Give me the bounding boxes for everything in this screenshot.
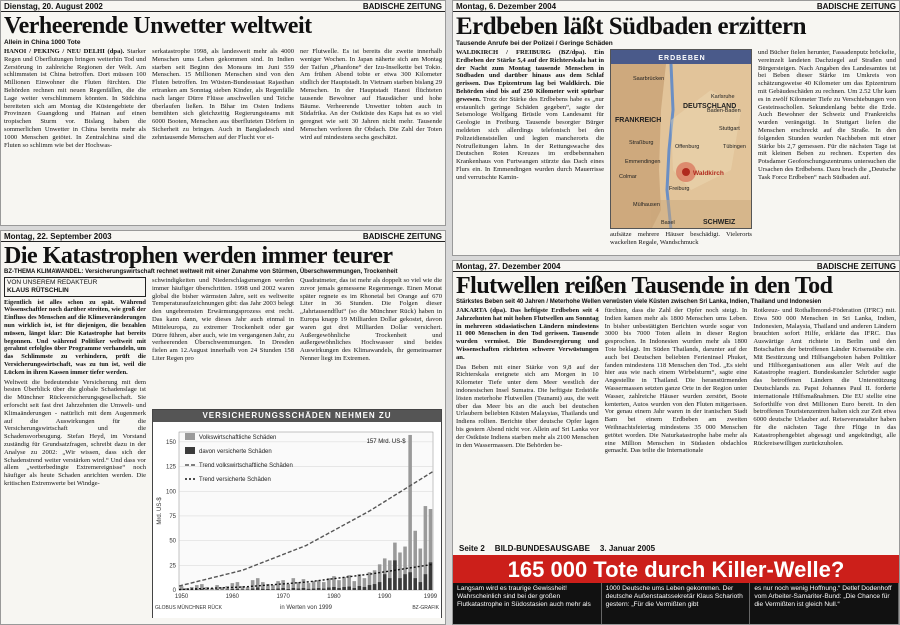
label-waldkirch: Waldkirch [693, 170, 724, 177]
bar-insured [307, 589, 311, 590]
headline: Die Katastrophen werden immer teurer [4, 243, 393, 269]
map-graphic [611, 50, 752, 229]
dateline: WALDKIRCH / FREIBURG (BZ/dpa). Ein Erdbeben der Stärke 5,4 auf der Richterskala hat in der Nacht zum Montag tausende Menschen in Südbaden und darüber hinaus aus dem Schlaf gerissen. Das Epizentrum lag bei Waldkirch. Die Behörden sind bis auf 250 Kilometer weit spürbar gewesen. [456, 49, 604, 103]
map-column [610, 49, 752, 255]
label-basel: Basel [661, 220, 675, 226]
author-name: KLAUS RÜTSCHLIN [7, 286, 69, 294]
bild-page: Seite 2 [459, 544, 485, 553]
clip-flutwellen [452, 260, 900, 625]
y-tick-label: 125 [165, 464, 176, 471]
column-1 [456, 49, 604, 255]
column-2: serkatastrophe 1998, als landesweit mehr als 4000 Menschen ums Leben gekommen sind. In Indien starben seit Beginn des Monsuns im Juni 559 Menschen. 15 Millionen Menschen sind von den Fluten betroffen. Im Wüsten-Bundesstaat Rajasthan ertranken am Sonntag sieben Kinder, als Regenfälle nach langer Dürre Flüsse anschwellen und Teiche überlaufen ließen. In Bihar im Osten Indiens bemühten sich gleichzeitig Regierungsteams mit 6000 Booten, Menschen aus überfluteten Dörfern in Sicherheit zu bringen. Auch in Bangladesch sind zehntausende Menschen auf der Flucht vor ei- [152, 48, 294, 141]
headline: Erdbeben läßt Südbaden erzittern [456, 13, 807, 40]
clip-date: Dienstag, 20. August 2002 [4, 1, 103, 11]
headline: Flutwellen reißen Tausende in den Tod [456, 273, 833, 299]
bar-insured [342, 587, 346, 590]
article-body [453, 47, 899, 256]
bar-insured [322, 588, 326, 589]
column-2: schwindigkeiten und Niederschlagsmengen werden immer häufiger überschritten. 1998 und 2002 waren global die bisher wärmsten Jahre, seit es weltweite Temperaturaufzeichnungen gibt: das Jahr 2003 belegt den ungebremsten Erwärmungsprozess erst recht. Das kann dann, wie dieses Jahr auch einmal in Mitteleuropa, zu extremer Trockenheit oder gar Dürre führen, aber auch, wie im vergangenen Jahr, zu verheerenden Überschwemmungen. In Dresden fielen am 12.August innerhalb von 24 Stunden 158 Liter Regen pro [152, 277, 294, 362]
bar-insured [312, 588, 316, 589]
damage-chart [152, 409, 442, 618]
map-caption: aufsätze mehrere Häuser beschädigt. Vielerorts wackelten Regale, Wandschmuck [610, 231, 752, 246]
bild-columns [453, 583, 899, 624]
clip-paper: BADISCHE ZEITUNG [816, 261, 896, 271]
bar-insured [251, 588, 255, 589]
bar-insured [363, 587, 367, 590]
bar-insured [358, 586, 362, 590]
label-emmendingen: Emmendingen [625, 159, 661, 165]
y-tick-label: 150 [165, 439, 176, 446]
dateline: HANOI / PEKING / NEU DELHI (dpa). [4, 48, 125, 55]
author-line-1: VON UNSEREM REDAKTEUR [7, 279, 98, 286]
bar-insured [383, 574, 387, 590]
headline: Verheerende Unwetter weltweit [4, 13, 312, 39]
x-tick-label: 1960 [225, 593, 240, 600]
label-strassburg: Straßburg [629, 140, 654, 146]
chart-plot [153, 422, 441, 612]
bar-insured [215, 589, 219, 590]
bar-insured [261, 589, 265, 590]
article-body [453, 305, 899, 549]
subheadline: Tausende Anrufe bei der Polizei / Geringe Schäden [456, 40, 613, 47]
legend-swatch [185, 433, 195, 440]
clip-date: Montag, 27. Dezember 2004 [456, 261, 561, 271]
column-3: ner Flutwelle. Es ist bereits die zweite innerhalb weniger Wochen. In Japan näherte sich am Montag der Taifun „Phanfone“ der Izu-Inselkette bei Tokio. Am frühen Abend tobte er etwa 300 Kilometer südlich der Hauptstadt. In Vietnam starben bislang 29 Menschen. In der Hauptstadt Hanoi flüchteten tausende Bewohner auf Hausdächer und hohe Bäume. Verheerende Unwetter tobten auch in Südafrika. An der Ostküste des Kaps hat es so viel geregnet wie seit 30 Jahren nicht mehr. Tausende Menschen verloren ihr Obdach. Die Zahl der Toten wird auf mindestens sechs geschätzt. [300, 48, 442, 141]
x-tick-label: 1950 [174, 593, 189, 600]
bar-economic [408, 435, 412, 590]
label-deutschland: DEUTSCHLAND [683, 103, 737, 110]
legend-label: Trend versicherte Schäden [199, 476, 271, 483]
subheadline: Stärkstes Beben seit 40 Jahren / Meterhohe Wellen verwüsten viele Küsten zwischen Sri Lanka, Indien, Thailand und Indonesien [456, 299, 822, 305]
bar-insured [271, 589, 275, 590]
y-tick-label: 75 [169, 513, 176, 520]
column-2-3 [152, 277, 442, 618]
column-text: Das Beben mit einer Stärke von 9,8 auf der Richterskala ereignete sich am Morgen in 10 Kilometer Tiefe unter dem Meer westlich der indonesischen Insel Sumatra. Die heftigste Erdstöße lösten meterhohe Flutwellen (Tsunami) aus, die weit über das Meer bis an die auch bei deutschen Urlaubern beliebten Küsten Malaysias, Thailands und Indiens rollten. Berichte über deutsche Opfer lagen bis gestern Abend nicht vor. Allein auf Sri Lanka vor der Ostküste Indiens starben mehr als 2100 Menschen in den Wassermassen. Die Behörden be- [456, 363, 599, 449]
column-1 [456, 307, 599, 547]
bar-insured [373, 584, 377, 590]
bar-insured [378, 582, 382, 590]
lead-paragraph: Eigentlich ist alles schon zu spät. Während Wissenschaftler noch darüber streiten, wie groß der Einfluss des Menschen auf die Klimeveränderungen nun wirklich ist, ist für diejenigen, die bezahlen müssen, längst klar: Die Katastrophe hat bereits begonnen. Und während Politiker weltweit mit gerahmt erfolglos über Programme verhandeln, um das Schlimmste zu verhindern, prüft die Versicherungswirtschaft, was zu tun ist, weil die Lücken in ihren Kassen immer tiefer werden. [4, 298, 146, 376]
label-schweiz: SCHWEIZ [703, 219, 736, 226]
bild-edition: BILD-BUNDESAUSGABE [494, 544, 590, 553]
clip-date: Montag, 6. Dezember 2004 [456, 1, 557, 11]
bar-insured [398, 578, 402, 590]
clip-paper: BADISCHE ZEITUNG [816, 1, 896, 11]
bild-headline: 165 000 Tote durch Killer-Welle? [507, 557, 845, 582]
upper-columns [152, 277, 442, 405]
column-text: Weltweit die bedeutendste Versicherung mit dem besten Überblick über die globale Schadenslage ist die Münchner Rückversicherungsgesellschaft. Sie erforscht seit fast drei Jahrzehnten die Umwelt- und Klimaänderungen - natürlich mit dem Augenmerk auf die Auswirkungen für die Versicherungswirtschaft und die Schadensvorbeugung. Stefan Heyd, im Vorstand zuständig für Grundsatzfragen, schreibt dazu in der Analyse zu 2002: „Wir wissen, dass sich der Schadenstrend weiter verstärken wird.“ Und dass vor allem „wetterbedingte Extremereignisse“ noch häufiger als heute Schaden anrichten werden. Die kritischen Extremwerte bei Windge- [4, 378, 146, 487]
y-tick-label: 50 [169, 538, 176, 545]
unit-note: in Werten von 1999 [280, 604, 332, 611]
bar-insured [327, 587, 331, 589]
epicenter-dot [682, 168, 690, 176]
clip-erdbeben [452, 0, 900, 256]
bar-insured [236, 589, 240, 590]
bar-insured [419, 582, 423, 590]
label-tuebingen: Tübingen [723, 144, 746, 150]
annotation-label: 157 Mrd. US-$ [366, 438, 406, 445]
chart-source: GLOBUS MÜNCHNER RÜCK [155, 604, 222, 611]
bar-insured [256, 587, 260, 589]
bar-insured [424, 574, 428, 590]
y-axis-label: Mrd. US-$ [157, 497, 163, 525]
map-title: ERDBEBEN [658, 55, 706, 62]
column-1 [4, 277, 146, 618]
legend-swatch [185, 447, 195, 454]
label-muelhausen: Mülhausen [633, 202, 660, 208]
bar-insured [403, 574, 407, 590]
author-box [4, 277, 146, 297]
y-tick-label: 0 [172, 587, 176, 594]
label-offenburg: Offenburg [675, 144, 700, 150]
bar-insured [352, 588, 356, 590]
clip-header-bar [1, 1, 445, 12]
bar-insured [266, 589, 270, 590]
bar-insured [408, 572, 412, 590]
bar-insured [281, 588, 285, 590]
clip-unwetter [0, 0, 446, 226]
column-text: Starker Regen und Überflutungen bringen weiterhin Tod und Zerstörung in zahlreiche Regionen der Welt. Am schlimmsten ist China betroffen. Dort müssen 100 Millionen Einwohner die Fluten fürchten. Die Behörden rechnen mit neuen Regenfällen, die die Lage weiter verschlimmern könnten. In Südchina bereiteten sich am Montag die Küstengebiete der Provinzen Guangdong und Hainan auf einen tropischen Sturm vor. Bislang haben die sommerlichen Unwetter in China bereits mehr als 1000 Menschen getötet. In Zentralchina sind die Fluten so schlimm wie bei der Hochwas- [4, 48, 146, 149]
bar-insured [393, 560, 397, 590]
label-frankreich: FRANKREICH [615, 117, 662, 124]
y-tick-label: 25 [169, 563, 176, 570]
x-tick-label: 1980 [327, 593, 341, 600]
clip-date: Montag, 22. September 2003 [4, 231, 112, 241]
legend-label: Volkswirtschaftliche Schäden [199, 434, 277, 441]
bar-economic [231, 583, 235, 590]
clip-header-bar [453, 261, 899, 272]
column-3: Rotkreuz- und Rothalbmond-Föderation (IFRC) mit. Etwa 500 000 Menschen in Sri Lanka, Indien, Indonesien, Malaysia, Thailand und anderen Ländern brauchten sofort Hilfe, erklärte das IFRC. Das Auswärtige Amt richtete in Berlin und den Botschaften der betroffenen Länder Krisenstäbe ein. Mit Bestürzung und Hilfsangeboten haben Politiker und Hilfsorganisationen aus aller Welt auf die Katastrophe reagiert. Bundeskanzler Schröder sagte das betroffenen Ländern die Unterstützung Deutschlands zu. Papst Johannes Paul II. forderte internationale Hilfsmaßnahmen. Die EU stellte eine Soforthilfe von drei Millionen Euro bereit. In den betroffenen Touristenzentren halten sich zur Zeit etwa 6000 deutsche Urlauber auf. Reiseveranstalter haben für die nächsten Tage ihre Flüge in das Katastrophengebiet abgesagt und angekündigt, alle Rückreisewilligen zurückzuholen. [753, 307, 897, 447]
legend-label: Trend volkswirtschaftliche Schäden [199, 462, 293, 469]
bild-date: 3. Januar 2005 [599, 544, 656, 553]
column-text: Trotz der Stärke des Erdbebens habe es „nur erstaunlich geringe Schäden gegeben“, sagte der Seismologe Wolfgang Brüstle vom Landesamt für Geologie in Freiburg. Tausende besorgter Bürger meldeten sich allerdings telefonisch bei den Polizeidienststellen und legten mancherorts die Notrufleitungen lahm. In der Rettungswache des Deutschen Roten Kreuzes im erdbebennahen Krankenhaus von Furtwangen stürzte das Dach eines Flurs ein. In Emmendingen wurden durch Mauerrisse und verrutschte Kamin- [456, 95, 604, 181]
bar-insured [286, 589, 290, 590]
label-baden-baden: Baden-Baden [707, 108, 741, 114]
bar-insured [337, 588, 341, 590]
column-1 [4, 48, 146, 149]
bar-insured [231, 589, 235, 590]
bar-insured [297, 588, 301, 589]
bar-insured [317, 588, 321, 590]
bar-insured [292, 588, 296, 590]
bild-column-1: Langsam wird es traurige Gewissheit! Wahrscheinlich sind bei der großen Flutkatastrophe in Südostasien auch mehr als [453, 583, 602, 624]
clip-paper: BADISCHE ZEITUNG [362, 1, 442, 11]
bar-insured [332, 587, 336, 590]
bild-column-3: es nur noch wenig Hoffnung.“ Detlef Dodenhoff vom Arbeiter-Samariter-Bund: „Die Chance für die Vermißten ist gleich Null.“ [750, 583, 899, 624]
label-freiburg: Freiburg [669, 186, 690, 192]
bar-insured [413, 578, 417, 590]
chart-title: VERSICHERUNGSSCHÄDEN NEHMEN ZU [153, 410, 441, 422]
subheadline: Allein in China 1000 Tote [4, 39, 81, 46]
earthquake-map [610, 49, 752, 229]
label-saarbruecken: Saarbrücken [633, 76, 665, 82]
label-karlsruhe: Karlsruhe [711, 94, 735, 100]
bar-insured [302, 588, 306, 590]
lead-paragraph: JAKARTA (dpa). Das heftigste Erdbeben seit 4 Jahrzehnten hat mit hohen Flutwellen am Sonntag in mehreren südasiatischen Ländern mindestens 11 000 Menschen in den Tod gerissen. Tausende wurden vermisst. Die Bundesregierung und Wissenschaften richteten schwere Verwüstungen an. [456, 307, 599, 361]
bar-insured [429, 562, 433, 590]
label-stuttgart: Stuttgart [719, 126, 740, 132]
chart-credit: BZ-GRAFIK [412, 604, 439, 611]
x-tick-label: 1999 [423, 593, 438, 600]
bild-headline-band [453, 555, 899, 585]
subheadline: BZ-THEMA KLIMAWANDEL: Versicherungswirtschaft rechnet weltweit mit einer Zunahme von Stürmen, Überschwemmungen, Trockenheit [4, 269, 398, 275]
column-3: und Bücher fielen herunter, Fassadenputz bröckelte, vereinzelt landeten Dachziegel auf Straßen und Bürgersteigen. Nach Angaben des Landesamtes ist bei Beben dieser Stärke im Umkreis von schätzungsweise 40 Kilometer um das Epizentrum mit Gebäudeschäden zu rechnen. Um 2.52 Uhr kam es in zwölf Kilometer Tiefe zu Verschiebungen von Gesteinsschollen. Sekundenlang bebte die Erde. Auch Bewohner der Schweiz und Frankreichs wurden verängstigt. In Stuttgart liefen die Menschen erschreckt auf die Straße. In den folgenden Stunden wurden Nachbeben mit einer Stärke bis 2,7 gemessen. Für die nächsten Tage ist mit kleinen Beben zu rechnen. Experten des Potsdamer Geoforschungszentrums untersuchen die Ursachen des Erdbebens. Dazu brach die „Deutsche Task Force Erdbeben“ nach Südbaden auf. [758, 49, 896, 181]
article-body [1, 46, 445, 151]
column-2: fürchten, dass die Zahl der Opfer noch steigt. In Indien kamen mehr als 1800 Menschen ums Leben. In bisher unbestätigten Berichten wurde sogar von 3000 bis 7000 Toten allein in dieser Region gesprochen. In Indonesien wurden mehr als 1800 Tote beklagt. Im Süden Thailands, darunter auf der auch bei Deutschen beliebten Ferieninsel Phuket, fanden mindestens 118 Menschen den Tod. „Es sieht hier aus wie nach einem Wirbelsturm“, sagte eine Angestellte in Thailand. Die heranstürmenden Wassermassen setzten ganze Orte in der Region unter Wasser, zahlreiche Häuser wurden zerstört, Boote kenterten, Autos wurden von den Fluten mitgerissen. Vor genau einem Jahr waren in der iranischen Stadt Bam bei einem Erdbeben am zweiten Weihnachtsfeiertag mindestens 35 000 Menschen getötet worden. Die Naturkatastrophe habe mehr als eine Million Menschen in Südasien obdachlos gemacht. Das teilte die Internationale [604, 307, 748, 455]
article-body [1, 275, 445, 620]
clip-paper: BADISCHE ZEITUNG [362, 231, 442, 241]
label-colmar: Colmar [619, 174, 637, 180]
clip-header-bar [1, 231, 445, 242]
bar-insured [276, 588, 280, 589]
column-3: Quadratmeter, das ist mehr als doppelt so viel wie die zuvor jemals gemessene Regenmenge. Einen Monat später regnete es im Rhonetal bei Orange auf 670 Liter in 36 Stunden. Die Folgen dieser „Jahrtausendflut“ (so die Münchner Rück) haben in Europa knapp 19 Milliarden Dollar gekostet, davon waren gut drei Milliarden Dollar versichert. Außergewöhnliche Trockenheit und außergewöhnliches Hochwasser sind beides Auswirkungen des Klimawandels, ihr gemeinsamer Nenner liegt im Extremen. [300, 277, 442, 362]
bar-insured [347, 586, 351, 589]
bar-insured [368, 585, 372, 590]
y-tick-label: 100 [165, 489, 176, 496]
legend-label: davon versicherte Schäden [199, 448, 272, 455]
x-tick-label: 1970 [276, 593, 290, 600]
bar-insured [388, 578, 392, 590]
clip-katastrophen [0, 230, 446, 625]
bar-economic [251, 580, 255, 590]
bild-column-2: 1000 Deutsche ums Leben gekommen. Der deutsche Außenstaatssekretär Klaus Scharioth gestern: „Für die Vermißten gibt [602, 583, 751, 624]
clip-header-bar [453, 1, 899, 12]
x-tick-label: 1990 [378, 593, 392, 600]
bild-issue-line [453, 544, 899, 555]
bar-insured [241, 589, 245, 590]
